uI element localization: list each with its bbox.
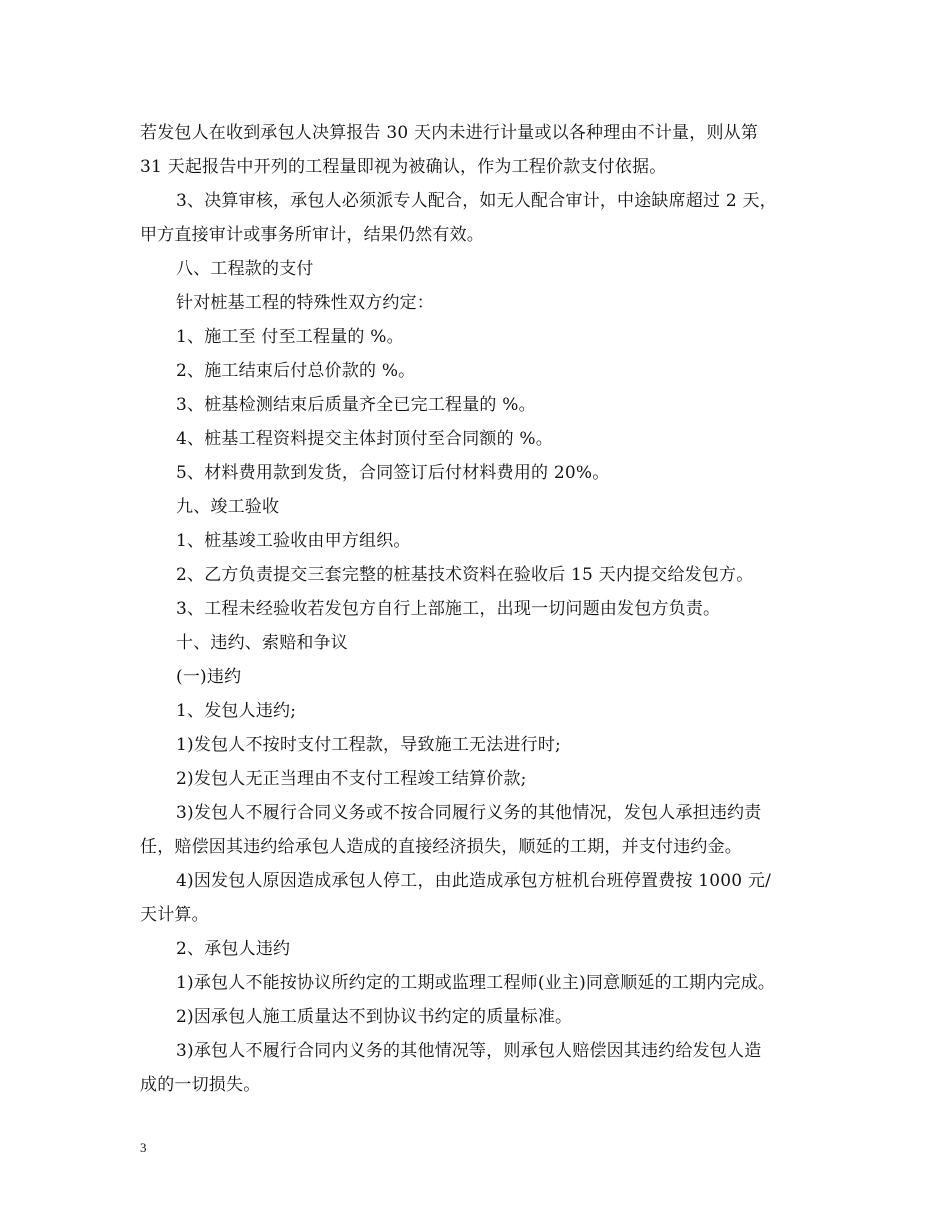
list-item: 3)承包人不履行合同内义务的其他情况等，则承包人赔偿因其违约给发包人造 [176,1041,762,1061]
subsection-heading: (一)违约 [176,667,242,687]
paragraph-line: 成的一切损失。 [140,1075,261,1095]
section-heading: 八、工程款的支付 [176,259,314,279]
list-item: 3、工程未经验收若发包方自行上部施工，出现一切问题由发包方负责。 [176,599,721,619]
list-item: 4、桩基工程资料提交主体封顶付至合同额的 %。 [176,429,553,449]
paragraph-line: 天计算。 [140,905,209,925]
paragraph-line: 甲方直接审计或事务所审计，结果仍然有效。 [140,225,484,245]
section-heading: 九、竣工验收 [176,497,280,517]
document-body [140,116,830,1102]
list-item: 2、施工结束后付总价款的 %。 [176,361,416,381]
list-item: 2、乙方负责提交三套完整的桩基技术资料在验收后 15 天内提交给发包方。 [176,565,754,585]
paragraph-line: 3、决算审核，承包人必须派专人配合，如无人配合审计，中途缺席超过 2 天， [176,191,777,211]
list-item: 5、材料费用款到发货，合同签订后付材料费用的 20%。 [176,463,610,483]
list-item: 1)发包人不按时支付工程款，导致施工无法进行时; [176,735,561,755]
paragraph-line: 31 天起报告中开列的工程量即视为被确认，作为工程价款支付依据。 [140,157,667,177]
subsection-heading: 2、承包人违约 [176,939,291,959]
section-heading: 十、违约、索赔和争议 [176,633,348,653]
page-number: 3 [140,1140,147,1155]
list-item: 1、桩基竣工验收由甲方组织。 [176,531,411,551]
list-item: 2)发包人无正当理由不支付工程竣工结算价款; [176,769,527,789]
list-item: 1、发包人违约; [176,701,297,721]
list-item: 3、桩基检测结束后质量齐全已完工程量的 %。 [176,395,536,415]
list-item: 2)因承包人施工质量达不到协议书约定的质量标准。 [176,1007,573,1027]
list-item: 4)因发包人原因造成承包人停工，由此造成承包方桩机台班停置费按 1000 元/ [176,871,772,891]
paragraph-line: 任，赔偿因其违约给承包人造成的直接经济损失，顺延的工期，并支付违约金。 [140,837,742,857]
paragraph-line: 若发包人在收到承包人决算报告 30 天内未进行计量或以各种理由不计量，则从第 [140,123,759,143]
list-item: 1)承包人不能按协议所约定的工期或监理工程师(业主)同意顺延的工期内完成。 [176,973,776,993]
list-item: 1、施工至 付至工程量的 %。 [176,327,404,347]
list-item: 3)发包人不履行合同义务或不按合同履行义务的其他情况，发包人承担违约责 [176,803,762,823]
paragraph-line: 针对桩基工程的特殊性双方约定： [176,293,434,313]
